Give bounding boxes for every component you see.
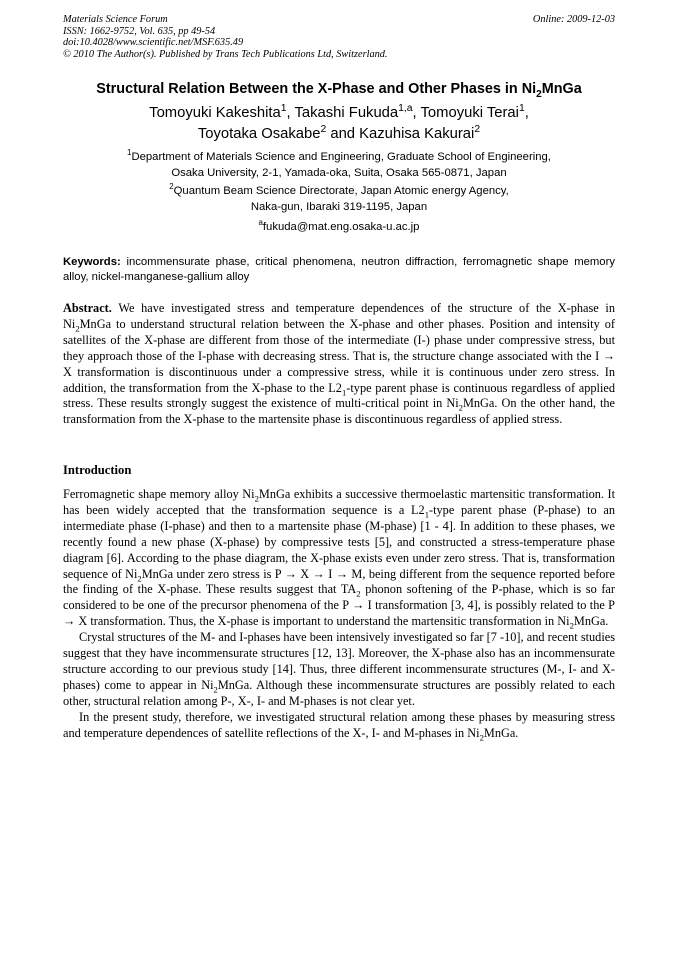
section-heading-introduction: Introduction bbox=[63, 463, 132, 477]
paper-title: Structural Relation Between the X-Phase and Other Phases in $Ni_2MnGa$ bbox=[96, 81, 582, 100]
issn-line: ISSN: 1662-9752, Vol. 635, pp 49-54 bbox=[63, 25, 216, 37]
author: Takashi Fukuda bbox=[294, 105, 399, 121]
paragraph: In the present study, therefore, we investigated structural relation among these phases by measuring stress and temperature dependences of satellite reflections of the X-, I- and M-phases in $Ni_2MnGa$. bbox=[63, 709, 615, 743]
author-list: Tomoyuki Kakeshita$^1$, Takashi Fukuda$^{1,a}$, Tomoyuki Terai$^1$, Toyotaka Osakabe$^2$ and Kazuhisa Kakurai$^2$ bbox=[149, 103, 529, 142]
paragraph: Ferromagnetic shape memory alloy $Ni_2MnGa$ exhibits a successive thermoelastic martensitic transformation. It has been widely accepted that the transformation sequence is a $L2_1$-type parent phase (P-phase) to an intermediate phase (I-phase) and then to a martensite phase (M-phase) [1 - 4]. In addition to these phases, we recently found a new phase (X-phase) by compressive tests [5], and constructed a stress-temperature phase diagram [6]. According to the phase diagram, the X-phase exists even under zero stress. That is, transformation sequence of $Ni_2MnGa$ under zero stress is P → X → I → M, being different from the sequence reported before the finding of the X-phase. These results suggest that $TA_2$ phonon softening of the P-phase, which is so far considered to be one of the precursor phenomena of the P → I transformation [3, 4], is possibly related to the P → X transformation. Thus, the X-phase is important to understand the martensitic transformation in $Ni_2MnGa$. bbox=[63, 487, 616, 631]
abstract-label: Abstract. bbox=[63, 301, 112, 315]
author: Tomoyuki Kakeshita bbox=[149, 105, 281, 121]
affiliation-1: $^1$Department of Materials Science and Engineering, Graduate School of Engineering, Osaka University, 2-1, Yamada-oka, Suita, Osaka 565-0871, Japan bbox=[127, 148, 551, 179]
journal-name: Materials Science Forum bbox=[63, 14, 168, 25]
author: Tomoyuki Terai bbox=[420, 105, 519, 121]
doi-line: doi:10.4028/www.scientific.net/MSF.635.49 bbox=[63, 37, 244, 49]
author: Kazuhisa Kakurai bbox=[359, 126, 475, 142]
copyright-line: © 2010 The Author(s). Published by Trans Tech Publications Ltd, Switzerland. bbox=[63, 48, 388, 60]
keywords-text: incommensurate phase, critical phenomena, neutron diffraction, ferromagnetic shape memory alloy, nickel-manganese-gallium alloy bbox=[63, 256, 615, 284]
keywords bbox=[63, 255, 615, 286]
author: Toyotaka Osakabe bbox=[197, 126, 321, 142]
abstract: Abstract. We have investigated stress and temperature dependences of the structure of the X-phase in $Ni_2MnGa$ to understand structural relation between the X-phase and other phases. Position and intensity of satellites of the X-phase are different from those of the intermediate (I-) phase under compressive stress, but they approach those of the I-phase with decreasing stress. That is, the structure change associated with the I → X transformation is discontinuous under a compressive stress, while it is continuous under zero stress. In addition, the transformation from the X-phase to the $L2_1$-type parent phase is continuous regardless of applied stress. These results strongly suggest the existence of multi-critical point in $Ni_2MnGa$. On the other hand, the transformation from the X-phase to the martensite phase is discontinuous regardless of applied stress. bbox=[63, 301, 615, 427]
corresponding-email: $^a$fukuda@mat.eng.osaka-u.ac.jp bbox=[258, 218, 420, 233]
introduction-body bbox=[63, 487, 615, 742]
affiliation-2: $^2$Quantum Beam Science Directorate, Japan Atomic energy Agency, Naka-gun, Ibaraki 319-1195, Japan bbox=[169, 182, 509, 213]
journal-header bbox=[63, 14, 615, 60]
keywords-label: Keywords: bbox=[63, 256, 121, 268]
paragraph: Crystal structures of the M- and I-phases have been intensively investigated so far [7 -10], and recent studies suggest that they have incommensurate structures [12, 13]. Moreover, the X-phase also has an incommensurate structure according to our previous study [14]. Thus, three different incommensurate structures (M-, I- and X-phases) come to appear in $Ni_2MnGa$. Although these incommensurate structures are possibly related to each other, structural relation among P-, X-, I- and M-phases is not clear yet. bbox=[63, 630, 615, 708]
online-date: Online: 2009-12-03 bbox=[532, 14, 615, 25]
